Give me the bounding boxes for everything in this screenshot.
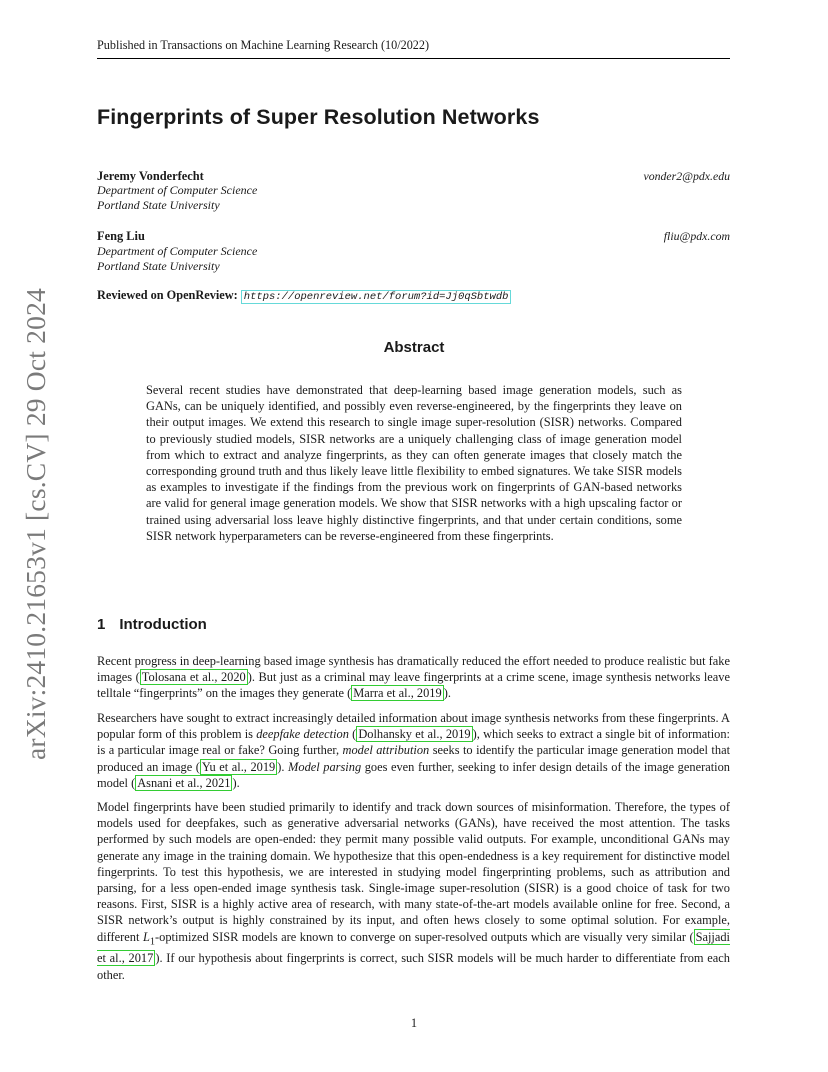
running-header: Published in Transactions on Machine Learning Research (10/2022) — [97, 38, 730, 59]
abstract-heading: Abstract — [383, 339, 445, 356]
citation-link[interactable]: Tolosana et al., 2020 — [141, 670, 246, 685]
citation-link[interactable]: Yu et al., 2019 — [201, 759, 276, 774]
paragraph: Researchers have sought to extract increasingly detailed information about image synthesis networks from these fingerprints. A popular form of this problem is deepfake detection ( Dolhansky et al., 2019 ), which seeks to extract a single bit of information: is a particular image real or fake? Going further, model attribution seeks to identify the particular image generation model that produced an image ( Yu et al., 2019 ). Model parsing goes even further, seeking to infer design details of the image generation model ( Asnani et al., 2021 ). — [97, 711, 731, 790]
section-number: 1 — [97, 616, 106, 633]
paragraph: Recent progress in deep-learning based image synthesis has dramatically reduced the effort needed to produce realistic but fake images ( Tolosana et al., 2020 ). But just as a criminal may leave fingerprints at a crime scene, image synthesis networks leave telltale “fingerprints” on the images they generate ( Marra et al., 2019 ). — [97, 654, 730, 701]
citation-link[interactable]: Marra et al., 2019 — [353, 686, 442, 701]
citation-link[interactable]: Sajjadi et al., 2017 — [97, 929, 730, 966]
page-number: 1 — [410, 1016, 418, 1030]
author-email[interactable]: fliu@pdx.com — [663, 229, 730, 243]
author-name: Feng Liu — [97, 229, 145, 243]
abstract-text: Several recent studies have demonstrated that deep-learning based image generation models, such as GANs, can be uniquely identified, and possibly even reverse-engineered, by the fingerprints they leave on their output images. We extend this research to single image super-resolution (SISR) networks. Compared to previously studied models, SISR networks are a uniquely challenging class of image generation model from which to extract and analyze fingerprints, as they can often generate images that closely match the corresponding ground truth and thus likely leave little flexibility to embed signatures. We take SISR models as examples to investigate if the findings from the previous work on fingerprints of GAN-based networks are valid for general image generation models. We show that SISR networks with a high upscaling factor or trained using adversarial loss leave highly distinctive fingerprints, and that under certain conditions, some SISR network hyperparameters can be reverse-engineered from these fingerprints. — [146, 383, 682, 543]
citation-link[interactable]: Asnani et al., 2021 — [137, 775, 231, 790]
arxiv-stamp: arXiv:2410.21653v1 [cs.CV] 29 Oct 2024 — [20, 288, 51, 760]
author-department: Department of Computer Science — [97, 244, 258, 258]
author-university: Portland State University — [97, 259, 220, 273]
author-university: Portland State University — [97, 198, 220, 212]
citation-link[interactable]: Dolhansky et al., 2019 — [358, 727, 471, 742]
author-name: Jeremy Vonderfecht — [97, 169, 204, 183]
paper-title: Fingerprints of Super Resolution Networks — [97, 105, 540, 129]
section-heading — [97, 616, 207, 633]
author-email[interactable]: vonder2@pdx.edu — [643, 169, 730, 183]
paragraph: Model fingerprints have been studied primarily to identify and track down sources of misinformation. Therefore, the types of models used for deepfakes, such as generative adversarial networks (GANs), have received the most attention. The tasks performed by such models are open-ended: they permit many possible valid outputs. For example, unconditional GANs may generate any image in the training domain. We hypothesize that this open-endedness is a key requirement for distinctive model fingerprints. To test this hypothesis, we are interested in studying model fingerprinting problems, such as attribution and parsing, for a less open-ended image synthesis task. Single-image super-resolution (SISR) is a good choice of task for two reasons. First, SISR is a highly active area of research, with many state-of-the-art models available online for free. Second, a SISR network’s output is highly constrained by its input, and often hews closely to some optimal solution. For example, different $L_1$-optimized SISR models are known to converge on super-resolved outputs which are visually very similar ( Sajjadi et al., 2017 ). If our hypothesis about fingerprints is correct, such SISR models will be much harder to differentiate from each other. — [97, 800, 730, 982]
review-line — [97, 288, 511, 303]
author-department: Department of Computer Science — [97, 183, 258, 197]
section-title: Introduction — [119, 616, 207, 633]
review-label: Reviewed on OpenReview: — [97, 288, 238, 302]
openreview-link[interactable]: https://openreview.net/forum?id=Jj0qSbtwdb — [241, 290, 512, 304]
